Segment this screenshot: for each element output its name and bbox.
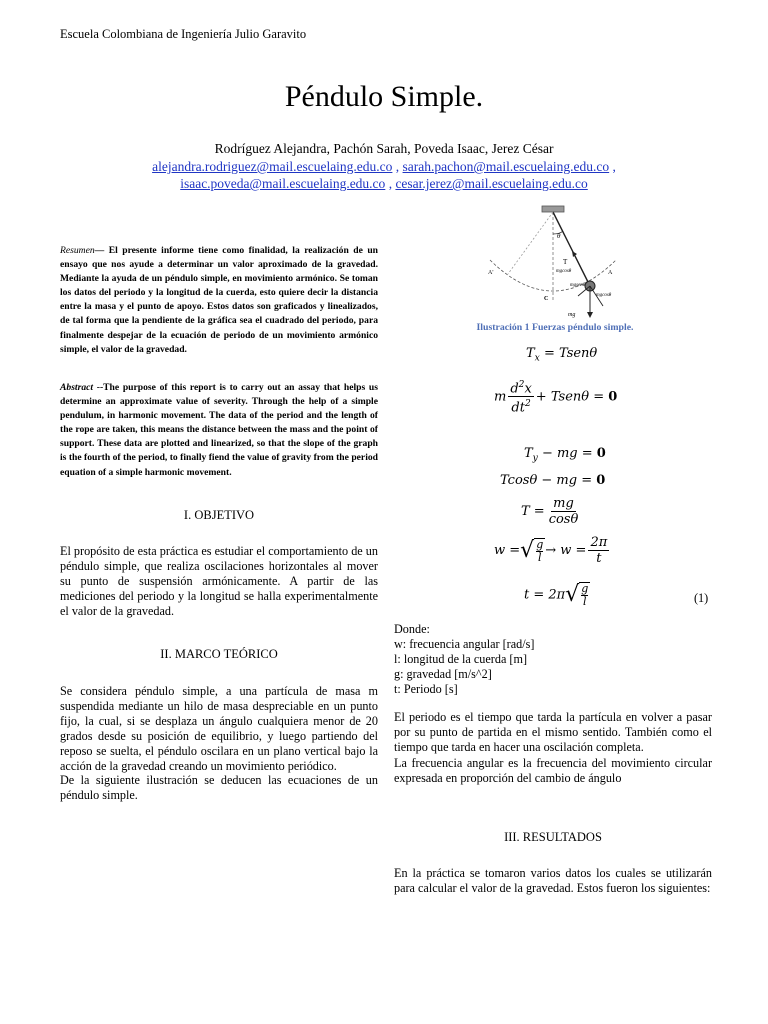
equation-ty: $T_y$ − mg = 0 <box>524 446 606 464</box>
equation-omega: w = √ g l → w = $\frac{2\pi}{t}$ <box>494 535 608 566</box>
section-heading-marco: II. MARCO TEÓRICO <box>160 647 278 661</box>
equation-tcos: Tcosθ − mg = 0 <box>500 473 606 488</box>
theta-label: θ <box>557 232 561 240</box>
equation-period: t = 2π √ g l <box>524 582 589 608</box>
abstract-paragraph <box>60 381 378 480</box>
resumen-paragraph <box>60 244 378 357</box>
mg-label: mg <box>568 312 576 318</box>
mg-sin-label: mgsenθ <box>570 283 586 288</box>
mg-cos-label-2: mgcosθ <box>556 269 572 274</box>
donde-item: w: frecuencia angular [rad/s] <box>394 637 535 652</box>
donde-item: t: Periodo [s] <box>394 682 458 697</box>
email-link-cesar[interactable]: cesar.jerez@mail.escuelaing.edu.co <box>395 176 588 191</box>
abstract-label: Abstract <box>60 382 94 393</box>
equation-number: (1) <box>694 591 709 605</box>
page-title: Péndulo Simple. <box>284 80 484 113</box>
donde-heading: Donde: <box>394 622 430 636</box>
email-link-isaac[interactable]: isaac.poveda@mail.escuelaing.edu.co <box>180 176 386 191</box>
donde-block <box>394 622 714 697</box>
mg-cos-label: mgcosθ <box>596 293 612 298</box>
equation-tx: $T_x$ = Tsenθ <box>526 346 598 364</box>
resumen-dash: — <box>94 245 105 256</box>
frecuencia-paragraph: La frecuencia angular es la frecuencia del movimiento circular expresada en proporción del cambio de ángulo <box>394 756 712 786</box>
email-separator: , <box>388 176 393 191</box>
abstract-text: --The purpose of this report is to carry out an assay that helps us determine an approximate value of severity. Through the help of a simple pendulum, in harmonic movement. The data of the period and the length of the rope are taken, this means the distance between the mass and the point of support. These data are plotted and linearized, so that the slope of the graph is the fourth of the period, to finally fiend the value of gravity from the period equation of a simple harmonic movement. <box>60 382 378 478</box>
equation-motion: m $\frac{d^2x}{dt^2}$ + Tsenθ = 0 <box>494 380 618 416</box>
figure-caption: Ilustración 1 Fuerzas péndulo simple. <box>476 322 634 333</box>
donde-item: g: gravedad [m/s^2] <box>394 667 492 682</box>
a-label: A <box>608 270 613 276</box>
email-separator: , <box>395 159 400 174</box>
donde-item: l: longitud de la cuerda [m] <box>394 652 528 667</box>
marco-paragraph-2: De la siguiente ilustración se deducen las ecuaciones de un péndulo simple. <box>60 773 378 803</box>
marco-paragraph: Se considera péndulo simple, a una partícula de masa m suspendida mediante un hilo de masa despreciable en un punto fijo, la cual, si se desplaza un ángulo cualquiera menor de 20 grados desde su posición de equilibrio, y luego partiendo del reposo se suelta, el péndulo oscilara en un plano vertical bajo la acción de la gravedad creando un movimiento periódico. <box>60 684 378 774</box>
equation-t: T = $\frac{mg}{\cos\theta}$ <box>521 496 579 527</box>
resumen-text: El presente informe tiene como finalidad, la realización de un ensayo que nos ayude a determinar un valor aproximado de la gravedad. Mediante la ayuda de un péndulo simple, en movimiento armónico. Se toman los datos del periodo y la longitud de la cuerda, esto quiere decir la distancia entre la masa y el punto de apoyo. Estos datos son graficados y linealizados, de tal forma que la pendiente de la gráfica sea el cuadrado del periodo, para finalmente despejar de la ecuación de periodo de un movimiento armónico simple, el valor de la gravedad. <box>60 245 378 355</box>
section-heading-resultados: III. RESULTADOS <box>504 830 602 844</box>
tension-label: T <box>563 258 568 266</box>
email-link-sarah[interactable]: sarah.pachon@mail.escuelaing.edu.co <box>402 159 610 174</box>
resumen-label: Resumen <box>60 245 95 256</box>
c-label: C <box>544 296 549 302</box>
authors: Rodríguez Alejandra, Pachón Sarah, Poveda Isaac, Jerez César <box>214 141 554 156</box>
objetivo-paragraph: El propósito de esta práctica es estudiar el comportamiento de un péndulo simple, que realiza oscilaciones horizontales al mover su punto de suspensión armónicamente. A partir de las mediciones del periodo y la longitud se halla experimentalmente el valor de la gravedad. <box>60 544 378 619</box>
pendulum-figure <box>478 204 628 322</box>
email-list <box>0 158 768 192</box>
section-heading-objetivo: I. OBJETIVO <box>183 508 255 522</box>
email-link-alejandra[interactable]: alejandra.rodriguez@mail.escuelaing.edu.co <box>152 159 393 174</box>
resultados-paragraph: En la práctica se tomaron varios datos los cuales se utilizarán para calcular el valor de la gravedad. Estos fueron los siguientes: <box>394 866 712 896</box>
periodo-paragraph: El periodo es el tiempo que tarda la partícula en volver a pasar por su punto de partida en el mismo sentido. También como el tiempo que tarda en hacer una oscilación completa. <box>394 710 712 755</box>
institution-header: Escuela Colombiana de Ingeniería Julio Garavito <box>60 27 307 41</box>
email-separator: , <box>612 159 616 174</box>
a-prime-label: A' <box>488 270 494 276</box>
